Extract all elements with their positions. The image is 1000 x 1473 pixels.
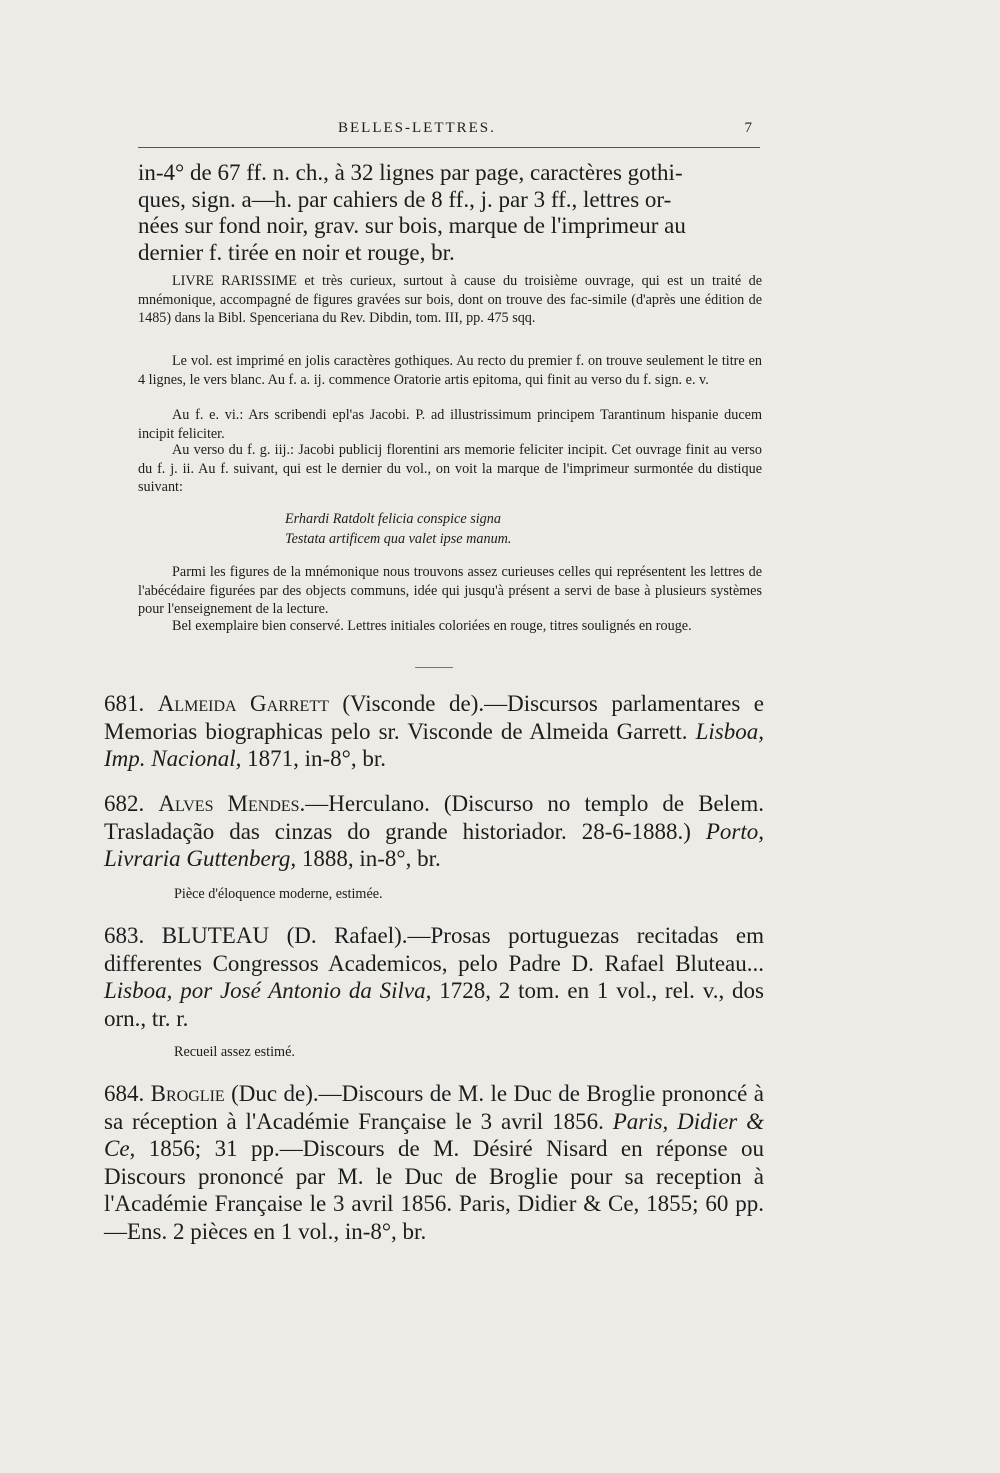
entry-imprint: Lisboa, por José Antonio da Silva,: [104, 978, 432, 1003]
entry-qualifier: (Duc de).: [231, 1081, 319, 1106]
entry-tail: 1871, in-8°, br.: [247, 746, 386, 771]
entry-tail: 1888, in-8°, br.: [301, 846, 441, 871]
note-paragraph: Parmi les figures de la mnémonique nous trouvons assez curieuses celles qui représentent les lettres de l'abécédaire figurées par des objects communs, idée qui jusqu'à présent a servi de base à plusieurs systèmes pour l'enseignement de la lecture.: [138, 564, 762, 618]
entry-author: Alves Mendes.: [158, 791, 306, 816]
note-paragraph: Le vol. est imprimé en jolis caractères gothiques. Au recto du premier f. on trouve seulement le titre en 4 lignes, le vers blanc. Au f. a. ij. commence Oratorie artis epitoma, qui finit au verso du f. sign. e. v.: [138, 353, 762, 388]
verse-line: Erhardi Ratdolt felicia conspice signa: [285, 511, 501, 527]
entry-tail: 1728, 2 tom. en 1 vol., rel. v., dos orn., tr. r.: [104, 978, 765, 1031]
note-paragraph: LIVRE RARISSIME et très curieux, surtout à cause du troisième ouvrage, qui est un traité de mnémonique, accompagné de figures gravées sur bois, dont on trouve des fac-simile (d'après une édition de 1485) dans la Bibl. Spenceriana du Rev. Dibdin, tom. III, pp. 475 sqq.: [138, 273, 762, 327]
entry-number: 684.: [104, 1081, 145, 1106]
verse-line: Testata artificem qua valet ipse manum.: [285, 531, 512, 547]
entry-author: BLUTEAU (D. Rafael).: [161, 923, 408, 948]
entry-imprint: Porto, Livraria Guttenberg,: [104, 818, 765, 871]
continuation-line: in-4° de 67 ff. n. ch., à 32 lignes par page, caractères gothi-: [138, 160, 683, 185]
running-title: BELLES-LETTRES.: [338, 120, 496, 136]
entry-note: Recueil assez estimé.: [174, 1044, 295, 1060]
continuation-line: ques, sign. a—h. par cahiers de 8 ff., j. par 3 ff., lettres or-: [138, 186, 672, 212]
entry-author: Broglie: [150, 1081, 225, 1106]
entry-imprint: Lisboa, Imp. Nacional,: [104, 718, 765, 771]
note-paragraph: Bel exemplaire bien conservé. Lettres initiales coloriées en rouge, titres soulignés en rouge.: [172, 618, 692, 634]
section-separator: [415, 667, 453, 668]
entry-text: —Discursos parlamentares e Memorias biographicas pelo sr. Visconde de Almeida Garrett.: [104, 691, 764, 744]
entry-imprint: Paris, Didier & Ce,: [104, 1108, 765, 1161]
entry-text: —Prosas portuguezas recitadas em differentes Congressos Academicos, pelo Padre D. Rafael Bluteau...: [104, 923, 765, 976]
continuation-line: dernier f. tirée en noir et rouge, br.: [138, 239, 455, 265]
entry-author: Almeida Garrett: [157, 691, 329, 716]
entry-text: —Discours de M. le Duc de Broglie prononcé à sa réception à l'Académie Française le 3 avril 1856.: [104, 1081, 765, 1134]
entry-number: 682.: [104, 791, 145, 816]
entry-text: —Herculano. (Discurso no templo de Belem. Trasladação das cinzas do grande historiador. 28-6-1888.): [104, 791, 764, 844]
note-paragraph: Au f. e. vi.: Ars scribendi epl'as Jacobi. P. ad illustrissimum principem Tarantinum hispanie ducem incipit feliciter.: [138, 407, 762, 442]
entry-qualifier: (Visconde de).: [342, 691, 485, 716]
page-number: 7: [744, 120, 754, 136]
header-rule: [138, 147, 760, 148]
catalog-entry: [104, 790, 764, 873]
note-paragraph: Au verso du f. g. iij.: Jacobi publicij florentini ars memorie feliciter incipit. Cet ouvrage finit au verso du f. j. ii. Au f. suivant, qui est le dernier du vol., on voit la marque de l'imprimeur surmontée du distique suivant:: [138, 442, 762, 496]
catalog-entry: [104, 922, 764, 1032]
continuation-line: nées sur fond noir, grav. sur bois, marque de l'imprimeur au: [138, 213, 686, 238]
entry-note: Pièce d'éloquence moderne, estimée.: [174, 886, 383, 902]
catalog-entry: [104, 690, 764, 773]
catalog-entry: [104, 1080, 764, 1245]
entry-number: 683.: [104, 923, 145, 948]
entry-number: 681.: [104, 691, 145, 716]
entry-tail: 1856; 31 pp.—Discours de M. Désiré Nisard en réponse ou Discours prononcé par M. le Duc de Broglie pour sa reception à l'Académie Française le 3 avril 1856. Paris, Didier & Ce, 1855; 60 pp.—Ens. 2 pièces en 1 vol., in-8°, br.: [104, 1136, 765, 1244]
continuation-block: [138, 160, 762, 266]
